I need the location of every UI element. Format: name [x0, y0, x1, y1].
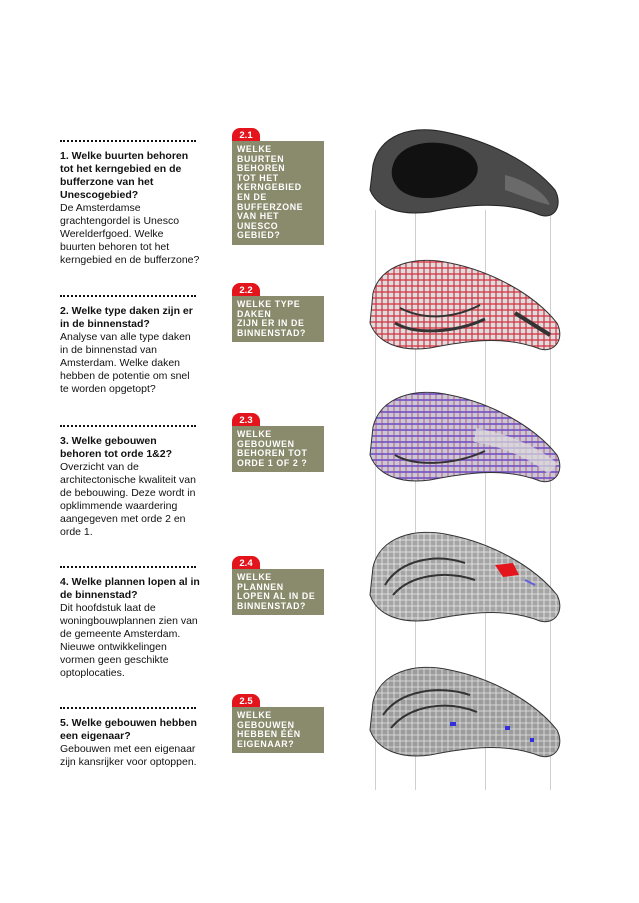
map-roof-types — [355, 253, 570, 363]
chapter-badge: 2.3 — [232, 413, 260, 429]
question-title: 5. Welke gebouwen hebben een eigenaar? — [60, 717, 197, 742]
question-title: 4. Welke plannen lopen al in de binnenstad? — [60, 576, 200, 601]
map-stack — [355, 115, 570, 805]
question-body: De Amsterdamse grachtengordel is Unesco Werelderfgoed. Welke buurten behoren tot het kerngebied en de bufferzone? — [60, 202, 200, 266]
dotted-divider — [60, 707, 196, 709]
question-title: 1. Welke buurten behoren tot het kerngebied en de bufferzone van het Unescogebied? — [60, 150, 189, 201]
question-title: 2. Welke type daken zijn er in de binnenstad? — [60, 305, 193, 330]
map-building-owners — [355, 660, 570, 770]
section-4 — [60, 566, 200, 680]
chapter-tag-box: WELKE BUURTEN BEHOREN TOT HET KERNGEBIED EN DE BUFFERZONE VAN HET UNESCO GEBIED? — [232, 141, 324, 245]
map-planned-projects — [355, 525, 570, 635]
dotted-divider — [60, 566, 196, 568]
dotted-divider — [60, 425, 196, 427]
section-1 — [60, 140, 200, 267]
chapter-badge: 2.5 — [232, 694, 260, 710]
section-2 — [60, 295, 200, 396]
chapter-tag-box: WELKE PLANNEN LOPEN AL IN DE BINNENSTAD? — [232, 569, 324, 615]
question-body: Gebouwen met een eigenaar zijn kansrijker voor optoppen. — [60, 743, 197, 768]
chapter-tag-box: WELKE GEBOUWEN HEBBEN ÉÉN EIGENAAR? — [232, 707, 324, 753]
chapter-tag-box: WELKE GEBOUWEN BEHOREN TOT ORDE 1 OF 2 ? — [232, 426, 324, 472]
map-unesco-zones — [355, 120, 570, 230]
dotted-divider — [60, 295, 196, 297]
section-5 — [60, 707, 200, 769]
chapter-tag-box: WELKE TYPE DAKEN ZIJN ER IN DE BINNENSTAD? — [232, 296, 324, 342]
section-3 — [60, 425, 200, 539]
question-body: Dit hoofdstuk laat de woningbouwplannen zien van de gemeente Amsterdam. Nieuwe ontwikkelingen vormen geen geschikte optoplocaties. — [60, 602, 198, 679]
question-title: 3. Welke gebouwen behoren tot orde 1&2? — [60, 435, 173, 460]
chapter-badge: 2.4 — [232, 556, 260, 572]
question-body: Analyse van alle type daken in de binnenstad van Amsterdam. Welke daken hebben de potentie om snel te worden opgetopt? — [60, 331, 191, 395]
map-building-order — [355, 385, 570, 495]
question-body: Overzicht van de architectonische kwaliteit van de bebouwing. Deze wordt in opklimmende waardering aangegeven met orde 2 en orde 1. — [60, 461, 196, 538]
dotted-divider — [60, 140, 196, 142]
chapter-badge: 2.1 — [232, 128, 260, 144]
chapter-badge: 2.2 — [232, 283, 260, 299]
